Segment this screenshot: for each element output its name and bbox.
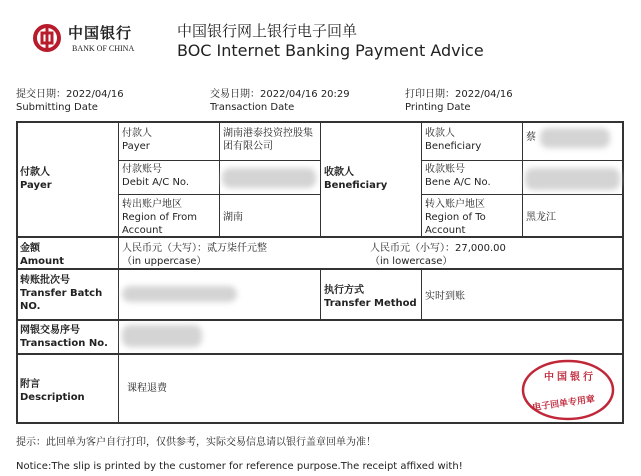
logo-text-cn: 中国银行 [68,24,133,42]
to-region: 黑龙江 [526,212,556,223]
beneficiary-section-en: Beneficiary [324,180,388,191]
printing-date-value: 打印日期：2022/04/16 [405,89,513,100]
bene-name-label-cn: 收款人 [425,128,455,139]
to-region-label-cn: 转入账户地区 [425,199,485,210]
submitting-date-value: 提交日期：2022/04/16 [16,89,124,100]
debit-acct-label-cn: 付款账号 [122,164,162,175]
from-region: 湖南 [223,212,243,223]
printing-date [405,88,513,114]
bank-stamp [520,358,616,422]
footer-notice-en: Notice:The slip is printed by the customer for reference purpose.The receipt affixed with! [16,461,463,472]
logo-text-en: BANK OF CHINA [72,44,135,53]
amount-label-en: Amount [20,256,65,267]
footer-notice-cn: 提示：此回单为客户自行打印，仅供参考，实际交易信息请以银行盖章回单为准！ [16,437,376,448]
txn-label-en: Transaction No. [20,338,108,349]
boc-logo-icon [32,23,62,53]
payer-name-label-en: Payer [122,141,150,152]
debit-acct-label-en: Debit A/C No. [122,177,190,188]
payer-section-en: Payer [20,180,52,191]
amount-label-cn: 金额 [20,243,40,254]
batch-label-en: Transfer Batch NO. [20,288,103,312]
submitting-date [16,88,124,114]
to-region-label-en: Region of To Account [425,212,486,236]
bene-acct-label-cn: 收款账号 [425,164,465,175]
amount-lowercase-label: （in lowercase） [370,256,453,267]
bene-name-redacted [540,128,610,148]
payer-name: 湖南港泰投资控股集团有限公司 [223,128,313,152]
debit-account-redacted [222,168,316,188]
printing-date-label: Printing Date [405,102,471,113]
bene-name: 蔡 [526,132,536,143]
transaction-date-value: 交易日期：2022/04/16 20:29 [210,89,350,100]
payer-section-cn: 付款人 [20,167,50,178]
stamp-text-top: 中国银行 [544,372,596,383]
amount-uppercase-label: （in uppercase） [122,256,207,267]
batch-no-redacted [122,286,237,302]
amount-lowercase: 人民币元（小写）：27,000.00 [370,243,506,254]
transaction-date-label: Transaction Date [210,102,295,113]
description-value: 课程退费 [127,383,167,394]
transaction-date [210,88,350,114]
amount-uppercase: 人民币元（大写）：贰万柒仟元整 [122,243,267,254]
method-label-en: Transfer Method [324,298,417,309]
desc-label-cn: 附言 [20,379,40,390]
txn-label-cn: 网银交易序号 [20,325,80,336]
beneficiary-section-cn: 收款人 [324,167,354,178]
bene-account-redacted [525,168,620,190]
page-title-cn: 中国银行网上银行电子回单 [177,22,358,40]
stamp-text-bottom: 电子回单专用章 [531,394,596,414]
from-region-label-cn: 转出账户地区 [122,199,182,210]
boc-logo [32,20,152,60]
from-region-label-en: Region of From Account [122,212,198,236]
submitting-date-label: Submitting Date [16,102,98,113]
transfer-method: 实时到账 [425,291,465,302]
page-title-en: BOC Internet Banking Payment Advice [177,41,484,60]
method-label-cn: 执行方式 [324,285,364,296]
batch-label-cn: 转账批次号 [20,275,70,286]
desc-label-en: Description [20,392,85,403]
bene-acct-label-en: Bene A/C No. [425,177,491,188]
payer-name-label-cn: 付款人 [122,128,152,139]
txn-no-redacted [122,325,202,347]
bene-name-label-en: Beneficiary [425,141,482,152]
